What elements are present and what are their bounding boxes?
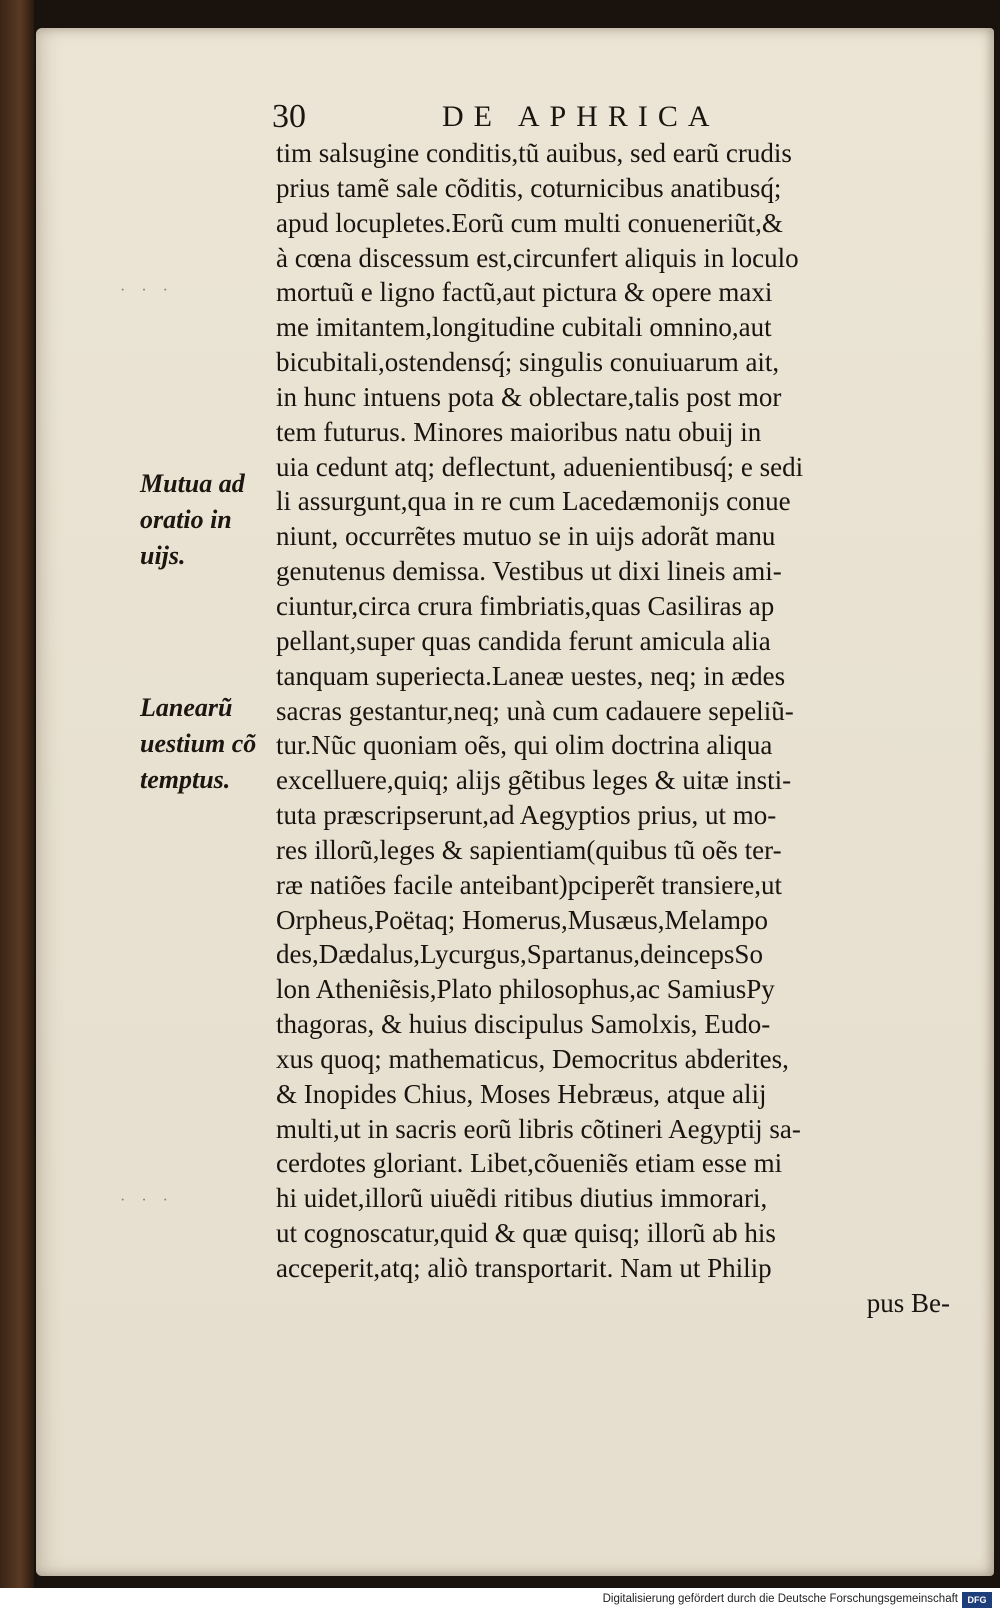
text-line: me imitantem,longitudine cubitali omnino,aut	[276, 312, 772, 343]
text-line: excelluere,quiq; alijs gẽtibus leges & uitæ insti-	[276, 765, 792, 796]
marginal-line: temptus.	[140, 765, 231, 794]
text-line: li assurgunt,qua in re cum Lacedæmonijs conue	[276, 486, 791, 517]
margin-specks: · · ·	[120, 282, 174, 299]
text-line: & Inopides Chius, Moses Hebræus, atque alij	[276, 1078, 767, 1109]
text-line: multi,ut in sacris eorũ libris cõtineri Aegyptij sa-	[276, 1113, 801, 1144]
text-line: tanquam superiecta.Laneæ uestes, neq; in ædes	[276, 660, 786, 691]
text-line: niunt, occurrẽtes mutuo se in uijs adorãt manu	[276, 521, 776, 552]
text-line: ciuntur,circa crura fimbriatis,quas Casiliras ap	[276, 590, 775, 621]
footer-bar	[0, 1588, 1000, 1614]
funding-credit: Digitalisierung gefördert durch die Deutsche Forschungsgemeinschaft	[602, 1593, 958, 1605]
folio-number: 30	[272, 98, 306, 135]
text-line: acceperit,atq; aliò transportarit. Nam ut Philip	[276, 1253, 772, 1283]
text-line: ræ natiões facile anteibant)pciperẽt transiere,ut	[276, 869, 783, 900]
margin-specks: · · ·	[120, 1192, 174, 1209]
body-text	[276, 136, 966, 1321]
text-line: tur.Nũc quoniam oẽs, qui olim doctrina aliqua	[276, 730, 773, 761]
text-line: cerdotes gloriant. Libet,cõueniẽs etiam esse mi	[276, 1148, 783, 1179]
text-line: prius tamẽ sale cõditis, coturnicibus anatibusq́;	[276, 172, 782, 203]
page-header	[272, 98, 792, 138]
text-line: uia cedunt atq; deflectunt, aduenientibusq́; e sedi	[276, 451, 804, 482]
marginal-line: uijs.	[140, 541, 186, 570]
text-line: hi uidet,illorũ uiuẽdi ritibus diutius immorari,	[276, 1183, 768, 1214]
marginal-note-mutua	[140, 466, 270, 574]
marginal-line: uestium cõ	[140, 729, 257, 758]
dfg-logo: DFG	[962, 1592, 992, 1608]
text-line: des,Dædalus,Lycurgus,Spartanus,deincepsSo	[276, 939, 763, 970]
text-line: Orpheus,Poëtaq; Homerus,Musæus,Melampo	[276, 904, 768, 935]
marginal-line: Lanearũ	[140, 693, 233, 722]
text-line: à cœna discessum est,circunfert aliquis in loculo	[276, 242, 799, 273]
catchword: pus Be-	[866, 1287, 950, 1318]
marginal-line: Mutua ad	[140, 469, 245, 498]
text-line: lon Atheniẽsis,Plato philosophus,ac SamiusPy	[276, 974, 775, 1005]
text-line: mortuũ e ligno factũ,aut pictura & opere maxi	[276, 277, 773, 308]
text-line: thagoras, & huius discipulus Samolxis, Eudo-	[276, 1009, 771, 1040]
text-line: sacras gestantur,neq; unà cum cadauere sepeliũ-	[276, 695, 794, 726]
running-title: DE APHRICA	[442, 100, 720, 133]
text-line: genutenus demissa. Vestibus ut dixi lineis ami-	[276, 556, 782, 587]
text-line: tim salsugine conditis,tũ auibus, sed earũ crudis	[276, 138, 792, 168]
text-line: res illorũ,leges & sapientiam(quibus tũ oẽs ter-	[276, 834, 782, 865]
marginal-line: oratio in	[140, 505, 232, 534]
text-line: pellant,super quas candida ferunt amicula alia	[276, 625, 771, 656]
text-line: in hunc intuens pota & oblectare,talis post mor	[276, 381, 782, 412]
text-line: tuta præscripserunt,ad Aegyptios prius, ut mo-	[276, 800, 777, 831]
text-line: tem futurus. Minores maioribus natu obuij in	[276, 416, 762, 447]
text-line: ut cognoscatur,quid & quæ quisq; illorũ ab his	[276, 1218, 776, 1249]
text-line: xus quoq; mathematicus, Democritus abderites,	[276, 1043, 789, 1074]
text-line: bicubitali,ostendensq́; singulis conuiuarum ait,	[276, 347, 780, 378]
book-spine-edge	[0, 0, 34, 1588]
marginal-note-lanearum	[140, 690, 270, 798]
text-line: apud locupletes.Eorũ cum multi conueneriũt,&	[276, 207, 783, 238]
